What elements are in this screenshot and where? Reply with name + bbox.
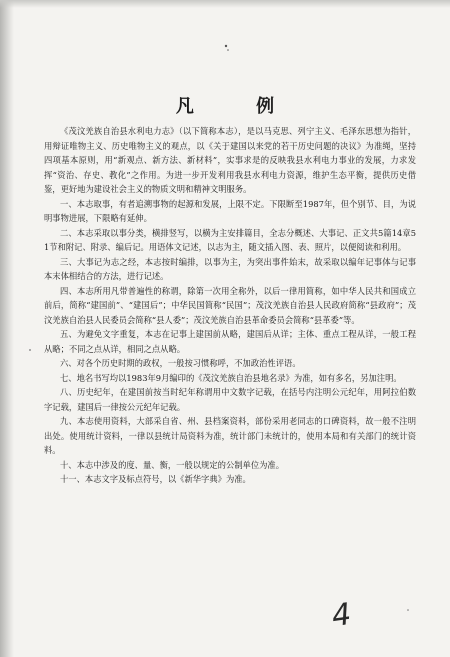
speckle bbox=[29, 349, 31, 351]
paragraph-10: 十、本志中涉及的度、量、衡，一般以规定的公制单位为准。 bbox=[60, 459, 285, 470]
paragraph-4: 四、本志所用凡带普遍性的称谓，除第一次用全称外，以后一律用简称，如中华人民共和国成立前后，简称“建国前”、“建国后”；中华民国简称“民国”；茂汶羌族自治县人民政府简称“县政府”；茂汶羌族自治县人民委员会简称“县人委”；茂汶羌族自治县革命委员会简称“县革委”等。 bbox=[44, 285, 416, 325]
page-title: 凡 例 bbox=[175, 96, 303, 117]
paragraph-8: 八、历史纪年，在建国前按当时纪年称谓用中文数字记载，在括号内注明公元纪年，用阿拉伯数字记载，建国后一律按公元纪年记载。 bbox=[44, 387, 416, 412]
paragraph-5: 五、为避免文字重复，本志在记事上建国前从略，建国后从详；主体、重点工程从详，一般工程从略；不同之点从详，相同之点从略。 bbox=[44, 329, 416, 354]
paragraph-6: 六、对各个历史时期的政权，一般按习惯称呼，不加政治性评语。 bbox=[60, 358, 301, 368]
handwritten-page-number: 4 bbox=[329, 596, 354, 635]
paragraph-3: 三、大事记为志之经，本志按时编排，以事为主，为突出事件始末，故采取以编年记事体与记事本末体相结合的方法，进行记述。 bbox=[44, 256, 416, 281]
paragraph-11: 十一、本志文字及标点符号，以《新华字典》为准。 bbox=[60, 474, 251, 484]
speckle bbox=[407, 609, 409, 611]
paragraph-7: 七、地名书写均以1983年9月编印的《茂汶羌族自治县地名录》为准，如有多名，另加注明。 bbox=[60, 372, 402, 383]
paragraph-1: 一、本志取事，有者追溯事物的起源和发展，上限不定。下限断至1987年，但个别节、目，为说明事物进展，下限略有延伸。 bbox=[44, 198, 416, 223]
paragraph-2: 二、本志采取以事分类，横排竖写，以横为主安排篇目，全志分概述、大事记、正文共5篇14章51节和附记、附录、编后记。用语体文记述，以志为主，随文插入图、表、照片，以便阅读和利用。 bbox=[44, 227, 416, 252]
speckle bbox=[227, 49, 229, 51]
paragraph-intro: 《茂汶羌族自治县水利电力志》（以下简称本志），是以马克思、列宁主义、毛泽东思想为指针，用辩证唯物主义、历史唯物主义的观点，以《关于建国以来党的若干历史问题的决议》为准绳，坚持四项基本原则，用“新观点、新方法、新材料”，实事求是的反映我县水利电力事业的发展，力求发挥“资治、存史、教化”之作用。为进一步开发利用我县水利电力资源，维护生态平衡，提供历史借鉴，更好地为建设社会主义的物质文明和精神文明服务。 bbox=[44, 126, 416, 194]
speckle bbox=[225, 45, 227, 47]
paragraph-9: 九、本志使用资料，大部采自省、州、县档案资料，部份采用老同志的口碑资料，故一般不注明出处。使用统计资料，一律以县统计局资料为准，统计部门未统计的，使用本局和有关部门的统计资料。 bbox=[44, 416, 416, 455]
